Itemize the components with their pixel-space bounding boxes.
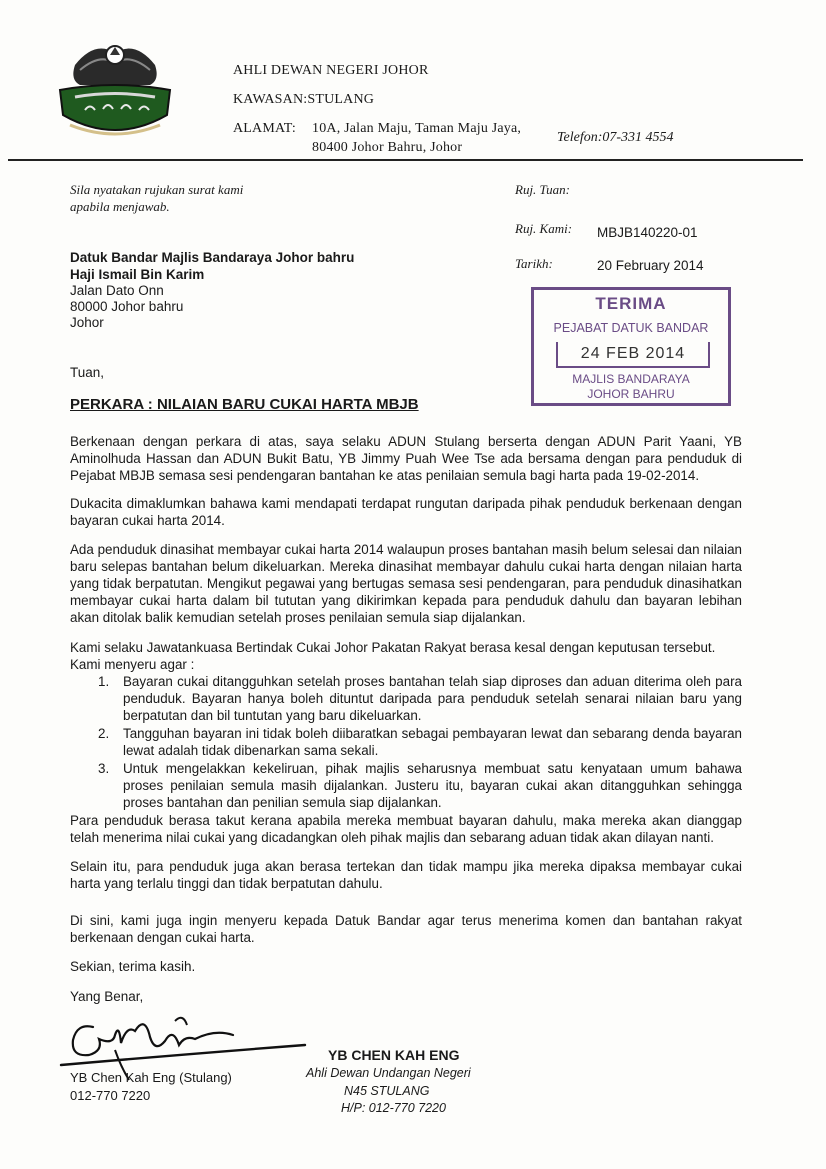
list-item-number: 3.	[98, 761, 110, 776]
signature-stamp-phone: H/P: 012-770 7220	[341, 1101, 446, 1115]
address-line-1: 10A, Jalan Maju, Taman Maju Jaya,	[312, 121, 522, 136]
closing: Sekian, terima kasih.	[70, 959, 196, 974]
stamp-date: 24 FEB 2014	[556, 342, 710, 368]
stamp-title: TERIMA	[595, 294, 667, 313]
your-ref-label: Ruj. Tuan:	[515, 182, 570, 197]
salutation: Tuan,	[70, 365, 105, 380]
list-item-text: Untuk mengelakkan kekeliruan, pihak majlis seharusnya membuat satu kenyataan umum bahawa proses penilaian semula masih dijalankan. Justeru itu, bayaran cukai akan ditangguhkan sehingga proses bantahan dan penilian semula siap dijalankan.	[123, 761, 742, 810]
letterhead-divider	[8, 159, 803, 161]
stamp-org-line-1: MAJLIS BANDARAYA	[572, 372, 690, 386]
paragraph-1: Berkenaan dengan perkara di atas, saya selaku ADUN Stulang berserta dengan ADUN Parit Yaani, YB Aminolhuda Hassan dan ADUN Bukit Batu, YB Jimmy Puah Wee Tse ada bersama dengan para penduduk di Pejabat MBJB semasa sesi pendengaran bantahan ke atas penilaian semula bagi harta pada 19-02-2014.	[70, 434, 742, 483]
paragraph-5: Para penduduk berasa takut kerana apabila mereka membuat bayaran dahulu, maka mereka akan dianggap telah menerima nilai cukai yang dicadangkan oleh pihak majlis dan sebarang aduan tidak akan dilayan nanti.	[70, 813, 742, 845]
reference-instruction-1: Sila nyatakan rujukan surat kami	[70, 182, 244, 197]
paragraph-4-line-1: Kami selaku Jawatankuasa Bertindak Cukai Johor Pakatan Rakyat berasa kesal dengan keputusan tersebut.	[70, 640, 716, 655]
demands-list	[70, 673, 742, 812]
paragraph-2: Dukacita dimaklumkan bahawa kami mendapati terdapat rungutan daripada pihak penduduk berkenaan dengan bayaran cukai harta 2014.	[70, 496, 742, 528]
letter-subject: PERKARA : NILAIAN BARU CUKAI HARTA MBJB	[70, 396, 419, 413]
list-item-text: Bayaran cukai ditangguhkan setelah proses bantahan telah siap diproses dan aduan diterima oleh para penduduk. Bayaran hanya boleh dituntut daripada para penduduk setelah senarai nilaian baru yang berpatutan dan bil tuntutan yang baru dikeluarkan.	[123, 674, 742, 723]
address-label: ALAMAT:	[233, 121, 296, 136]
paragraph-3: Ada penduduk dinasihat membayar cukai harta 2014 walaupun proses bantahan masih belum selesai dan nilaian baru selepas bantahan belum dikeluarkan. Mereka dinasihat membayar dahulu cukai harta dengan nilaian harta yang tidak berpatutan. Mengikut pegawai yang bertugas semasa sesi pendengaran, para penduduk dinasihatkan membayar cukai harta dalam bil tututan yang dikirimkan kepada para penduduk dahulu dan bayaran lebihan akan ditolak balik kemudian setelah proses penilaian semula siap dijalankan.	[70, 542, 742, 625]
date-label: Tarikh:	[515, 256, 553, 271]
our-ref-label: Ruj. Kami:	[515, 221, 573, 236]
letterhead-constituency: KAWASAN:STULANG	[233, 92, 375, 107]
signatory-name: YB Chen Kah Eng (Stulang)	[70, 1070, 232, 1085]
recipient-line-2: Haji Ismail Bin Karim	[70, 267, 205, 282]
paragraph-6: Selain itu, para penduduk juga akan berasa tertekan dan tidak mampu jika mereka dipaksa membayar cukai harta yang terlalu tinggi dan tidak berpatutan dahulu.	[70, 859, 742, 891]
list-item-number: 2.	[98, 726, 110, 741]
reference-instruction-2: apabila menjawab.	[70, 199, 170, 214]
signature-stamp-name: YB CHEN KAH ENG	[328, 1047, 460, 1063]
address-line-2: 80400 Johor Bahru, Johor	[312, 140, 463, 155]
signature-stamp-seat: N45 STULANG	[344, 1084, 430, 1098]
received-stamp	[531, 287, 731, 406]
list-item	[70, 673, 742, 724]
recipient-line-5: Johor	[70, 315, 104, 330]
paragraph-4-line-2: Kami menyeru agar :	[70, 657, 195, 672]
sign-off: Yang Benar,	[70, 989, 144, 1004]
list-item-number: 1.	[98, 674, 110, 689]
list-item	[70, 760, 742, 811]
state-assembly-crest-icon	[55, 35, 175, 145]
signatory-phone: 012-770 7220	[70, 1088, 151, 1103]
stamp-office: PEJABAT DATUK BANDAR	[553, 321, 709, 335]
our-ref-value: MBJB140220-01	[597, 225, 698, 240]
letterhead-title: AHLI DEWAN NEGERI JOHOR	[233, 63, 429, 78]
list-item	[70, 725, 742, 759]
stamp-org-line-2: JOHOR BAHRU	[587, 387, 675, 401]
recipient-line-4: 80000 Johor bahru	[70, 299, 184, 314]
date-value: 20 February 2014	[597, 258, 704, 273]
recipient-line-3: Jalan Dato Onn	[70, 283, 164, 298]
recipient-line-1: Datuk Bandar Majlis Bandaraya Johor bahru	[70, 250, 355, 265]
crest-logo	[55, 35, 175, 145]
paragraph-7: Di sini, kami juga ingin menyeru kepada Datuk Bandar agar terus menerima komen dan bantahan rakyat berkenaan dengan cukai harta.	[70, 913, 742, 945]
list-item-text: Tangguhan bayaran ini tidak boleh diibaratkan sebagai pembayaran lewat dan sebarang denda bayaran lewat adalah tidak dibenarkan sama sekali.	[123, 726, 742, 758]
signature-stamp-title: Ahli Dewan Undangan Negeri	[306, 1066, 471, 1080]
letterhead-phone: Telefon:07-331 4554	[557, 130, 674, 145]
